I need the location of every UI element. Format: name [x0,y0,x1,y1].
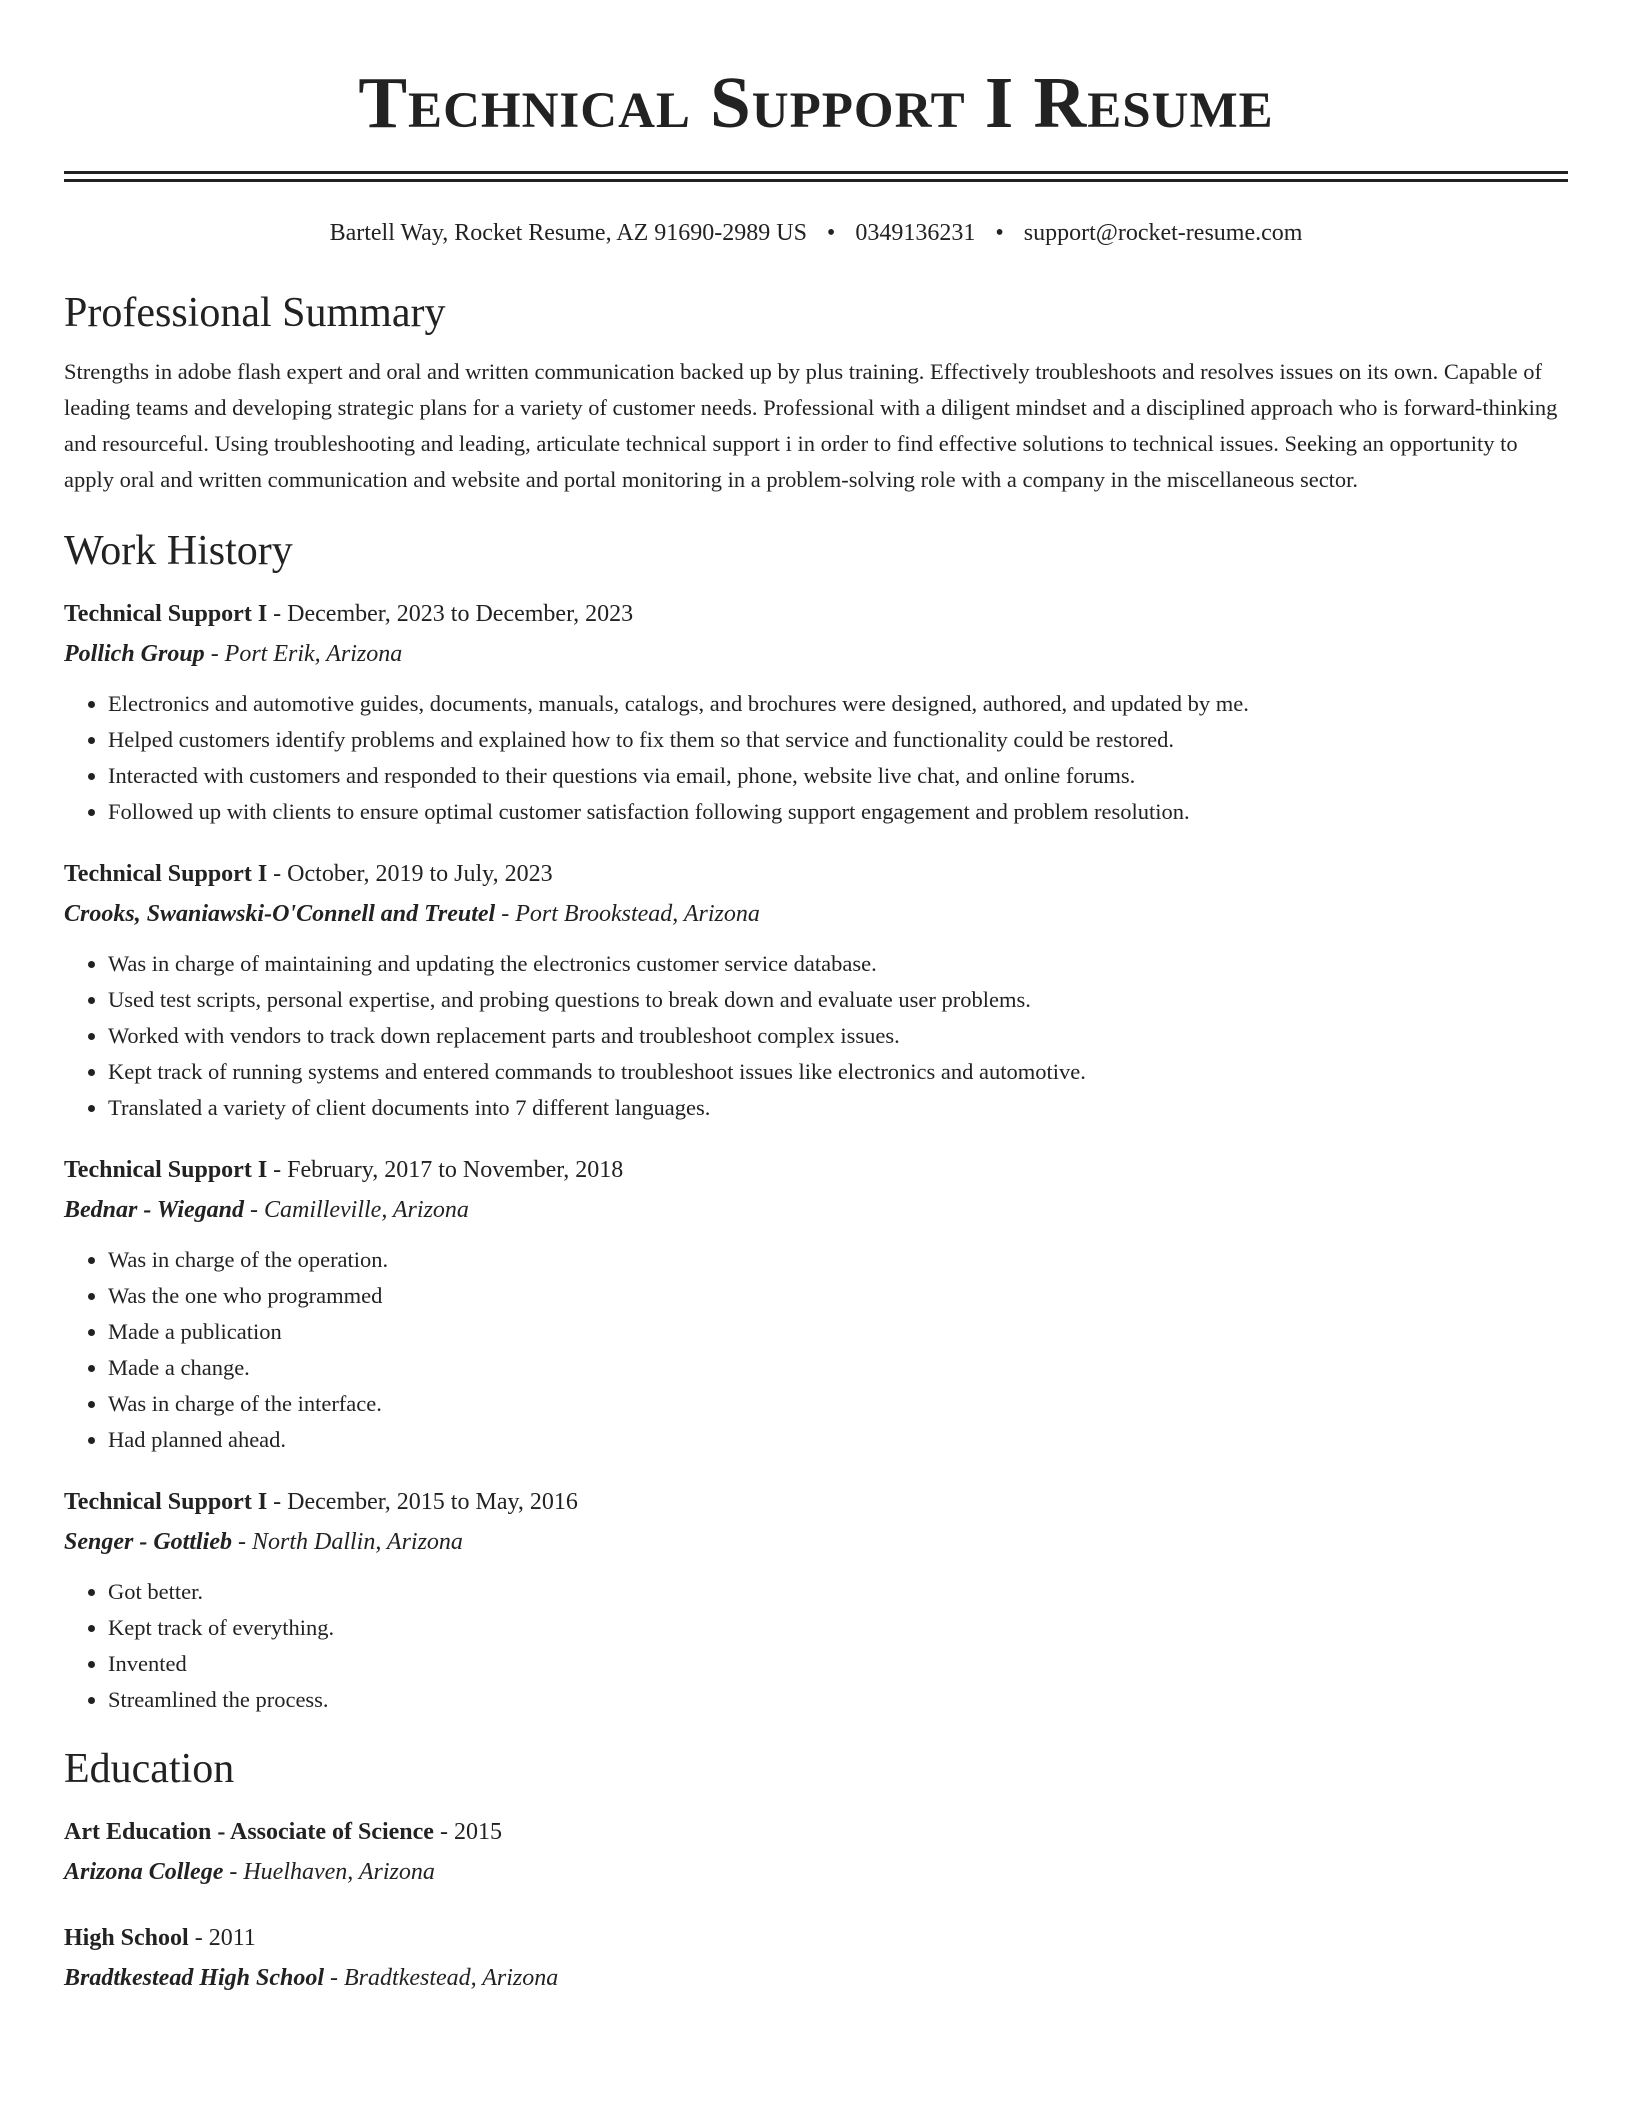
company-line [64,1198,1568,1222]
school-name: Bradtkestead High School [64,1965,325,1991]
job-title: Technical Support I [64,861,268,887]
job-entry [64,862,1568,1126]
school-line [64,1860,1568,1884]
education-heading: Education [64,1746,235,1792]
school-location: - Bradtkestead, Arizona [324,1965,559,1991]
job-dates: - February, 2017 to November, 2018 [267,1157,624,1183]
degree-year: - 2015 [433,1819,502,1845]
job-entry [64,602,1568,830]
job-dates: - December, 2015 to May, 2016 [267,1489,578,1515]
job-bullet: • Translated a variety of client documents into 7 different languages. [108,1090,1568,1126]
job-bullet: • Streamlined the process. [108,1682,1568,1718]
education-entry [64,1926,1568,1990]
school-line [64,1966,1568,1990]
job-title-line [64,1158,1568,1182]
job-bullet: • Used test scripts, personal expertise, and probing questions to break down and evaluate user problems. [108,982,1568,1018]
job-title: Technical Support I [64,1489,268,1515]
job-dates: - December, 2023 to December, 2023 [267,601,634,627]
school-name: Arizona College [64,1859,224,1885]
company-line [64,902,1568,926]
education-entry [64,1820,1568,1884]
degree-year: - 2011 [188,1925,256,1951]
contact-email: support@rocket-resume.com [1023,220,1303,246]
contact-separator: • [826,220,836,246]
job-title: Technical Support I [64,1157,268,1183]
job-bullet: • Kept track of everything. [108,1610,1568,1646]
company-line [64,642,1568,666]
job-bullet: • Followed up with clients to ensure optimal customer satisfaction following support engagement and problem resolution. [108,794,1568,830]
company-location: - North Dallin, Arizona [232,1529,463,1555]
company-location: - Port Erik, Arizona [204,641,403,667]
job-bullet-list [64,686,1568,830]
summary-text: Strengths in adobe flash expert and oral and written communication backed up by plus training. Effectively troubleshoots and resolves issues on its own. Capable of leading teams and developing strategic plans for a variety of customer needs. Professional with a diligent mindset and a disciplined approach who is forward-thinking and resourceful. Using troubleshooting and leading, articulate technical support i in order to find effective solutions to technical issues. Seeking an opportunity to apply oral and written communication and website and portal monitoring in a problem-solving role with a company in the miscellaneous sector. [64,359,1558,492]
contact-address: Bartell Way, Rocket Resume, AZ 91690-2989 US [329,220,807,246]
job-bullet: • Invented [108,1646,1568,1682]
job-bullet: • Worked with vendors to track down replacement parts and troubleshoot complex issues. [108,1018,1568,1054]
job-bullet: • Was in charge of the interface. [108,1386,1568,1422]
summary-heading: Professional Summary [64,290,446,336]
job-title-line [64,1490,1568,1514]
job-bullet: • Was in charge of the operation. [108,1242,1568,1278]
job-title-line [64,862,1568,886]
school-location: - Huelhaven, Arizona [223,1859,435,1885]
job-bullet: • Had planned ahead. [108,1422,1568,1458]
company-name: Bednar - Wiegand [64,1197,245,1223]
company-name: Crooks, Swaniawski-O'Connell and Treutel [64,901,496,927]
degree-line [64,1926,1568,1950]
job-bullet: • Electronics and automotive guides, documents, manuals, catalogs, and brochures were designed, authored, and updated by me. [108,686,1568,722]
job-bullet: • Helped customers identify problems and explained how to fix them so that service and functionality could be restored. [108,722,1568,758]
work-history-heading: Work History [64,528,293,574]
company-name: Pollich Group [64,641,205,667]
degree-name: Art Education - Associate of Science [64,1819,434,1845]
contact-line [64,221,1568,245]
job-entry [64,1158,1568,1458]
job-entry [64,1490,1568,1718]
job-bullet: • Made a change. [108,1350,1568,1386]
job-bullet: • Kept track of running systems and entered commands to troubleshoot issues like electronics and automotive. [108,1054,1568,1090]
company-location: - Port Brookstead, Arizona [495,901,760,927]
degree-name: High School [64,1925,189,1951]
job-bullet-list [64,1574,1568,1718]
resume-title: Technical Support I Resume [358,62,1274,143]
degree-line [64,1820,1568,1844]
job-bullet-list [64,1242,1568,1458]
job-dates: - October, 2019 to July, 2023 [267,861,553,887]
title-double-rule [64,171,1568,182]
job-bullet: • Made a publication [108,1314,1568,1350]
job-title: Technical Support I [64,601,268,627]
job-bullet: • Interacted with customers and responded to their questions via email, phone, website live chat, and online forums. [108,758,1568,794]
job-bullet-list [64,946,1568,1126]
company-name: Senger - Gottlieb [64,1529,232,1555]
job-bullet: • Got better. [108,1574,1568,1610]
contact-phone: 0349136231 [855,220,976,246]
contact-separator: • [995,220,1004,246]
job-title-line [64,602,1568,626]
job-bullet: • Was the one who programmed [108,1278,1568,1314]
company-location: - Camilleville, Arizona [244,1197,469,1223]
company-line [64,1530,1568,1554]
job-bullet: • Was in charge of maintaining and updating the electronics customer service database. [108,946,1568,982]
